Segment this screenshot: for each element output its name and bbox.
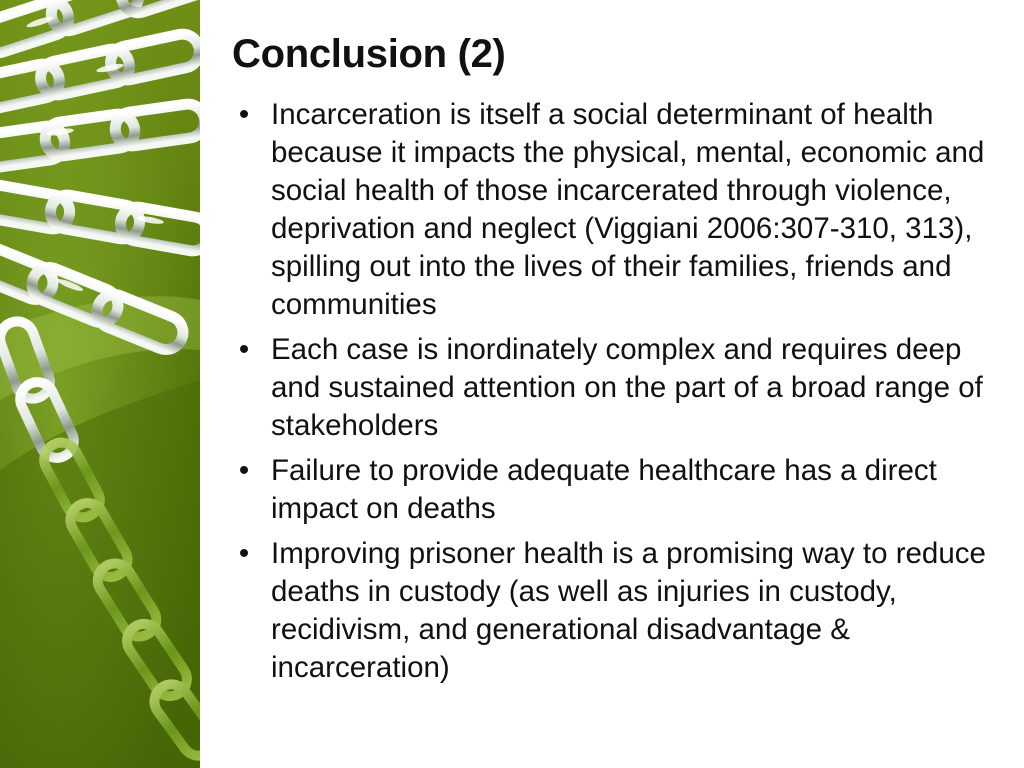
chain-links-icon (0, 0, 200, 768)
bullet-dot-icon: • (238, 98, 250, 131)
bullet-dot-icon: • (238, 454, 250, 487)
bullet-text: Each case is inordinately complex and requires deep and sustained attention on the part of a broad range of stakeholders (271, 333, 983, 442)
bullet-item (232, 331, 1002, 445)
chain-links-image (0, 0, 200, 768)
slide-title: Conclusion (2) (232, 32, 506, 76)
bullet-item (232, 96, 1002, 324)
bullet-text: Failure to provide adequate healthcare has a direct impact on deaths (271, 454, 937, 525)
bullet-dot-icon: • (238, 333, 250, 366)
bullet-list (232, 96, 1002, 694)
bullet-text: Improving prisoner health is a promising way to reduce deaths in custody (as well as injuries in custody, recidivism, and generational disadvantage & incarceration) (271, 537, 986, 684)
bullet-dot-icon: • (238, 537, 250, 570)
bullet-item (232, 452, 1002, 528)
bullet-item (232, 535, 1002, 687)
bullet-text: Incarceration is itself a social determinant of health because it impacts the physical, mental, economic and social health of those incarcerated through violence, deprivation and neglect (Viggiani 2006:307-310, 313), spilling out into the lives of their families, friends and communities (271, 98, 985, 321)
